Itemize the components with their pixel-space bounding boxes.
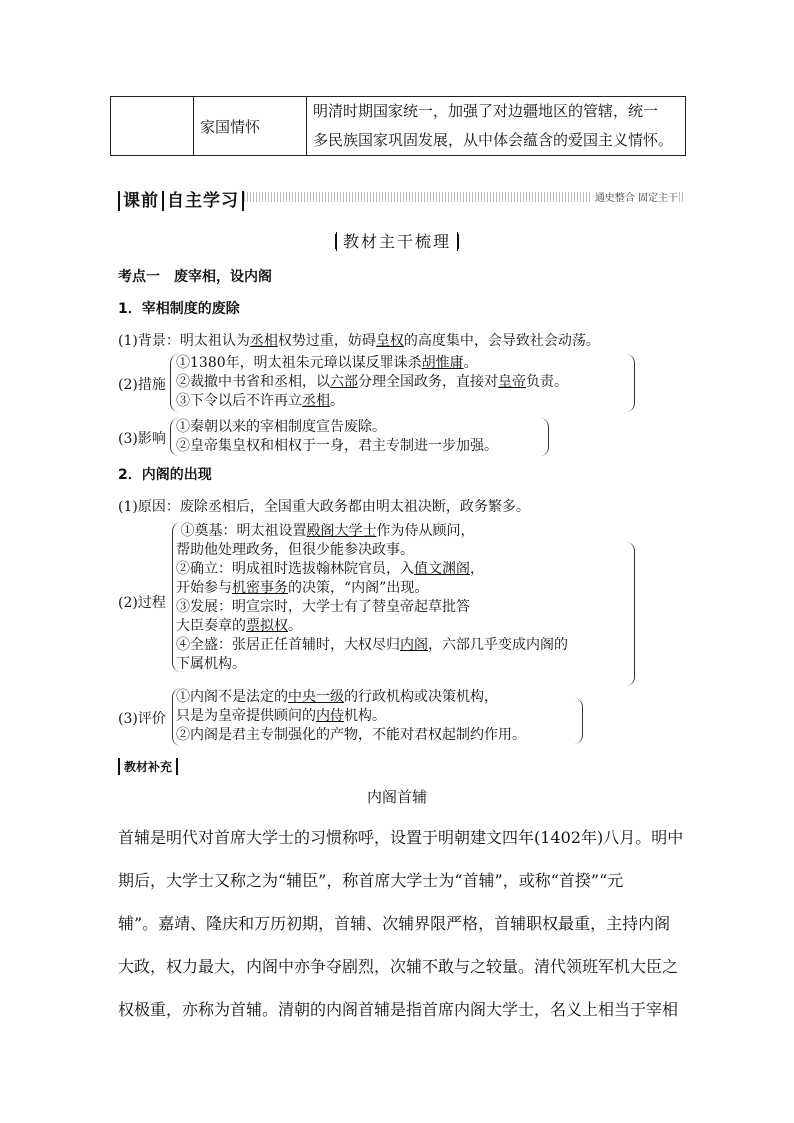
sub-heading-1: 1．宰相制度的废除	[118, 301, 240, 317]
process-1a	[176, 522, 568, 541]
evaluation-list	[176, 688, 526, 745]
m1-key: 胡惟庸	[421, 355, 464, 371]
p1a-key: 殿阁大学士	[306, 523, 377, 539]
measure-3	[176, 392, 568, 411]
supplement-tag: 教材补充	[118, 758, 178, 775]
table-cell-description	[307, 97, 686, 156]
p2b-pre: 开始参与	[176, 580, 232, 596]
p4a-pre: ④全盛：张居正任首辅时，大权尽归	[176, 637, 400, 653]
section-label-b: 自主学习	[162, 191, 244, 211]
supplement-body	[118, 816, 684, 1031]
m1-suf: 。	[463, 355, 478, 371]
m2-key-1: 六部	[330, 374, 358, 390]
v1b-suf: 机构。	[344, 708, 386, 724]
measures-list	[176, 354, 568, 411]
effect-1: ①秦朝以来的宰相制度宣告废除。	[176, 419, 386, 435]
p4a-key: 内阁	[400, 637, 428, 653]
supplement-line-4: 大政，权力最大，内阁中亦争夺剧烈，次辅不敢与之较量。清代领班军机大臣之	[118, 957, 679, 976]
m3-suf: 。	[330, 393, 344, 409]
measures-label: (2)措施	[118, 377, 166, 393]
v1b-pre: 只是为皇帝提供顾问的	[176, 708, 316, 724]
v1b-key: 内侍	[316, 708, 344, 724]
page-title	[0, 229, 794, 252]
supplement-line-5: 权极重，亦称为首辅。清朝的内阁首辅是指首席内阁大学士，名义上相当于宰相	[118, 1000, 679, 1019]
v1a-pre: ①内阁不是法定的	[176, 689, 288, 705]
section-header	[118, 186, 678, 211]
p3b-key: 票拟权	[246, 618, 288, 634]
bg-key-1: 丞相	[249, 333, 278, 349]
description-line-2: 多民族国家巩固发展，从中体会蕴含的爱国主义情怀。	[313, 131, 674, 149]
table-cell-category: 家国情怀	[194, 97, 307, 156]
evaluation-right-brace	[574, 698, 583, 744]
bg-prefix: (1)背景：明太祖认为	[118, 333, 250, 349]
p2b-key: 机密事务	[232, 580, 288, 596]
effects-right-brace	[540, 418, 549, 456]
p2b-suf: 的决策，“内阁”出现。	[288, 580, 429, 596]
p1a-pre: ①奠基：明太祖设置	[180, 523, 307, 539]
process-right-brace	[626, 542, 635, 686]
bg-suffix: 的高度集中，会导致社会动荡。	[403, 333, 600, 349]
table-row	[111, 97, 686, 156]
supplement-line-3: 辅”。嘉靖、隆庆和万历初期，首辅、次辅界限严格，首辅职权最重，主持内阁	[118, 914, 671, 933]
supplement-line-1: 首辅是明代对首席大学士的习惯称呼，设置于明朝建文四年(1402年)八月。明中	[118, 828, 684, 847]
p2a-key: 值文渊阁	[414, 561, 470, 577]
measure-2	[176, 373, 568, 392]
m2-suf: 负责。	[526, 374, 568, 390]
section-label-a: 课前	[118, 191, 159, 211]
supplement-title: 内阁首辅	[366, 788, 427, 806]
process-4b: 下属机构。	[176, 656, 246, 672]
section-right-text: 通史整合 固定主干	[591, 189, 678, 204]
process-1b: 帮助他处理政务，但很少能参决政事。	[176, 542, 414, 558]
evaluation-2: ②内阁是君主专制强化的产物，不能对君权起制约作用。	[176, 727, 526, 743]
evaluation-1a	[176, 688, 526, 707]
p3b-suf: 。	[288, 618, 302, 634]
process-label: (2)过程	[118, 595, 166, 611]
effects-list	[176, 418, 498, 456]
process-list	[176, 522, 568, 674]
section-label	[118, 186, 244, 211]
v1a-suf: 的行政机构或决策机构，	[344, 689, 498, 705]
cause-line: (1)原因：废除丞相后，全国重大政务都由明太祖决断，政务繁多。	[118, 499, 530, 515]
effects-label: (3)影响	[118, 431, 166, 447]
m2-pre: ②裁撤中书省和丞相，以	[176, 374, 330, 390]
process-4a	[176, 636, 568, 655]
p2a-suf: ，	[470, 561, 484, 577]
process-3a: ③发展：明宣宗时，大学士有了替皇帝起草批答	[176, 599, 470, 615]
background-line	[118, 330, 600, 350]
objectives-table	[110, 96, 686, 156]
m3-pre: ③下令以后不许再立	[176, 393, 302, 409]
sub-heading-2: 2．内阁的出现	[118, 467, 212, 483]
m2-key-2: 皇帝	[498, 374, 526, 390]
measure-1	[176, 354, 568, 373]
evaluation-1b	[176, 707, 526, 726]
description-line-1: 明清时期国家统一，加强了对边疆地区的管辖，统一	[313, 102, 659, 120]
v1a-key: 中央一级	[288, 689, 344, 705]
page-title-text: 教材主干梳理	[336, 232, 458, 251]
point-heading: 考点一 废宰相，设内阁	[118, 269, 272, 285]
process-2b	[176, 579, 568, 598]
supplement-line-2: 期后，大学士又称之为“辅臣”，称首席大学士为“首辅”，或称“首揆”“元	[118, 871, 624, 890]
table-cell-empty	[111, 97, 194, 156]
bg-key-2: 皇权	[375, 333, 404, 349]
m3-key: 丞相	[302, 393, 330, 409]
m1-pre: ①1380年，明太祖朱元璋以谋反罪诛杀	[176, 355, 422, 371]
effect-2: ②皇帝集皇权和相权于一身，君主专制进一步加强。	[176, 438, 498, 454]
evaluation-label: (3)评价	[118, 711, 166, 727]
process-3b	[176, 617, 568, 636]
p3b-pre: 大臣奏章的	[176, 618, 246, 634]
m2-mid: 分理全国政务，直接对	[358, 374, 498, 390]
p2a-pre: ②确立：明成祖时选拔翰林院官员，入	[176, 561, 414, 577]
bg-mid: 权势过重，妨碍	[277, 333, 376, 349]
process-2a	[176, 560, 568, 579]
p4a-suf: ，六部几乎变成内阁的	[428, 637, 568, 653]
measures-right-brace	[626, 354, 635, 412]
p1a-suf: 作为侍从顾问，	[376, 523, 475, 539]
